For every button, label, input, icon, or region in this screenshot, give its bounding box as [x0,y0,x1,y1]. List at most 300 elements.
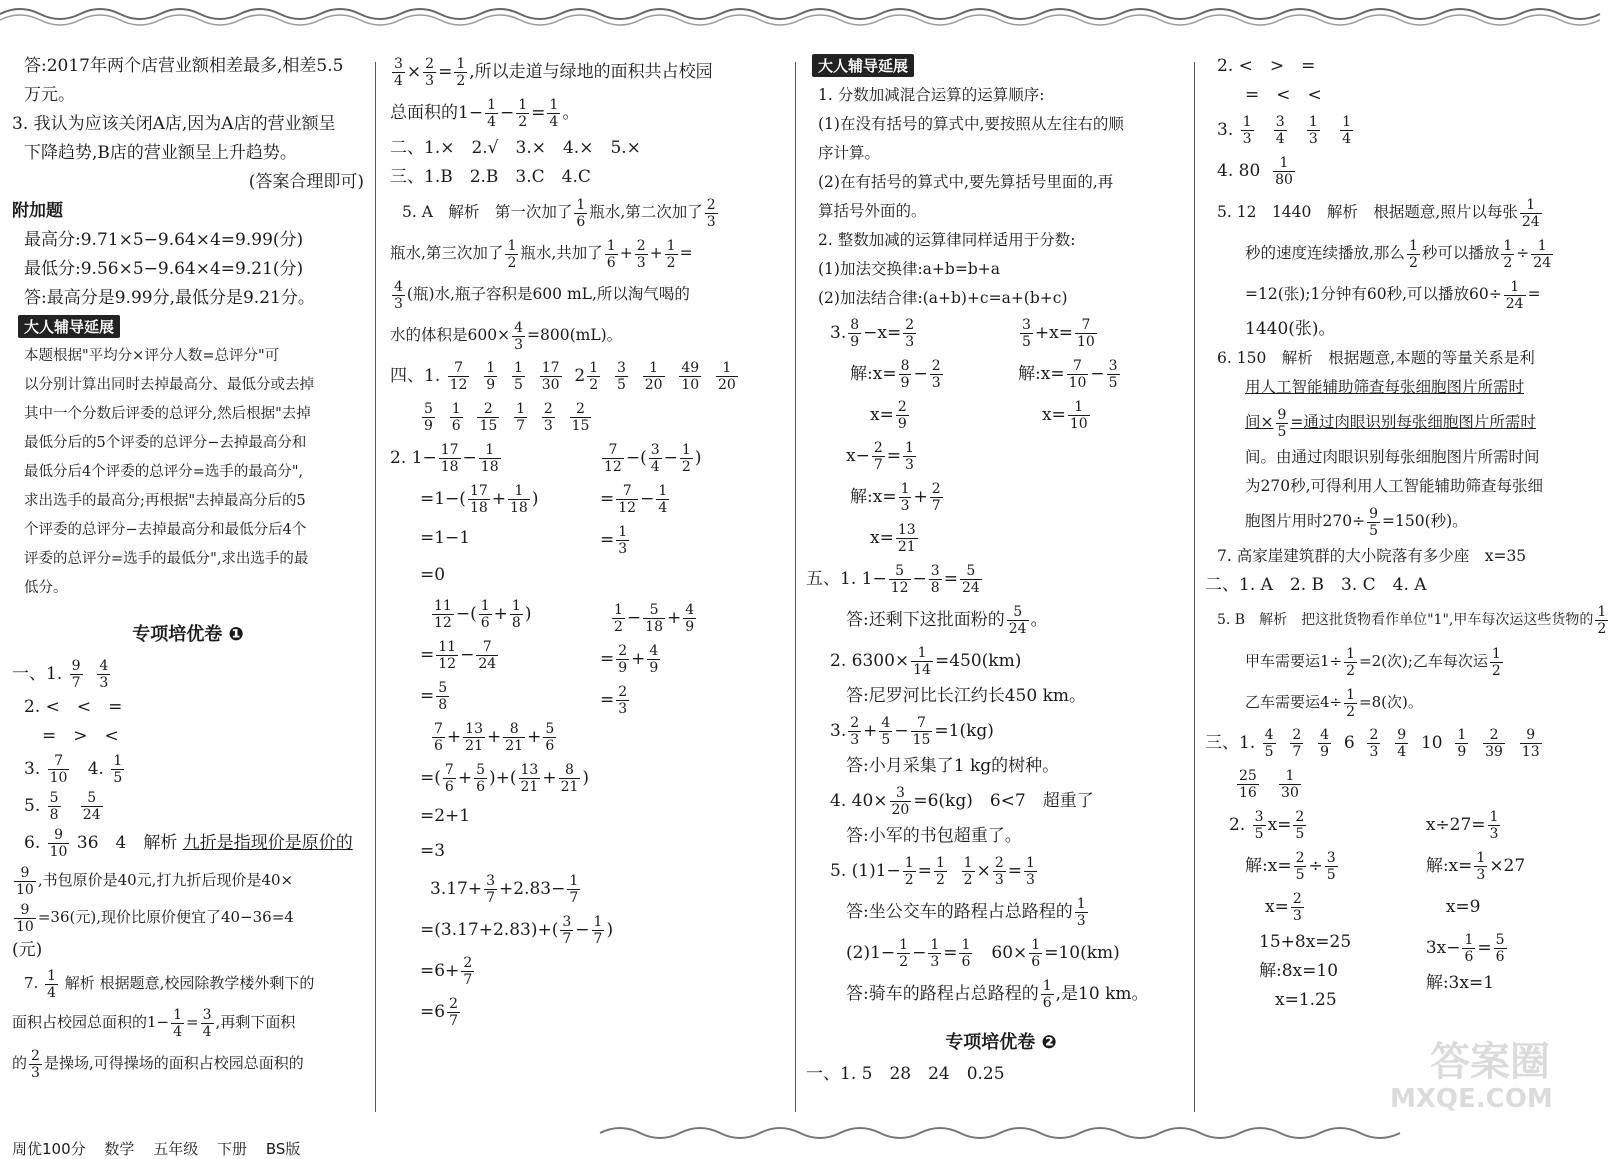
text: = [917,861,932,881]
denominator: 10 [16,881,34,898]
text: ÷ [1516,244,1530,262]
denominator: 2 [1503,254,1513,271]
fraction [848,317,861,350]
text: =6+ [420,961,460,981]
text: +2.83− [499,879,566,899]
calculation-block [390,438,785,1033]
fraction [1395,727,1408,760]
fraction [1068,399,1090,432]
footer-edition: BS版 [265,1140,301,1158]
fraction [911,645,933,678]
text: x= [870,528,894,548]
top-wave-border [0,0,1600,30]
answer-line [806,892,1196,932]
numerator: 1 [1491,645,1501,662]
numerator: 5 [889,563,911,580]
denominator: 6 [451,418,461,434]
numerator: 1 [900,481,910,497]
numerator: 3 [930,563,940,579]
text: 。 [1030,610,1048,630]
fraction [643,360,665,393]
denominator: 9 [1320,744,1330,760]
numerator: 7 [448,360,470,377]
guidance-note [806,81,1196,312]
fraction [929,563,942,596]
denominator: 6 [444,779,454,795]
text: 3x− [1425,938,1461,958]
denominator: 21 [560,779,579,795]
denominator: 21 [897,539,916,555]
numerator: 2 [1295,850,1305,866]
denominator: 18 [645,619,663,635]
text: × [976,861,991,881]
numerator: 1 [173,1006,183,1023]
answer-line [390,274,785,314]
answer-line [806,641,1196,681]
numerator: 2 [477,401,499,418]
numerator: 1 [606,237,616,254]
fraction [903,855,916,888]
item-number: 2. [1229,815,1246,835]
fraction [665,238,678,271]
fraction [928,937,941,970]
item-number: 3. [24,759,41,779]
note-line: 以分别计算出同时去掉最高分、最低分或去掉 [24,377,314,393]
text-line: 答:2017年两个店营业额相差最多,相差5.5 [24,56,344,76]
fraction [635,238,648,271]
answer-line [1205,682,1593,722]
numerator: 9 [1397,727,1407,743]
numerator: 1 [511,598,521,614]
denominator: 3 [543,418,553,434]
denominator: 24 [82,807,101,823]
text: =1(kg) [934,721,994,741]
denominator: 12 [618,500,637,516]
calc-line: =1−1 [420,528,471,548]
fraction [1520,197,1542,230]
numerator: 3 [202,1006,212,1023]
column-1 [12,52,364,1158]
note-line: (2)在有括号的算式中,要先算括号里面的,再 [818,173,1114,191]
text: ,书包原价是40元,打九折后现价是40× [37,871,294,889]
fraction [547,97,560,130]
numerator: 7 [48,753,70,770]
text: 解:x= [850,364,897,384]
fraction [1279,768,1301,801]
fraction [461,955,474,988]
text-line: 3. 我认为应该关闭A店,因为A店的营业额呈 [12,114,336,134]
denominator: 12 [449,377,468,393]
denominator: 15 [912,732,931,748]
numerator: 11 [434,598,452,614]
denominator: 2 [899,954,909,970]
answer-line [390,356,785,396]
denominator: 6 [961,954,971,970]
numerator: 1 [1308,114,1318,130]
section-heading: 附加题 [12,201,63,221]
numerator: 3 [890,785,912,802]
numerator: 7 [1075,317,1097,334]
answer-line [390,52,785,92]
fraction [447,996,460,1029]
fraction [559,762,581,795]
numerator: 1 [480,598,490,614]
answer-line [1205,402,1593,442]
calc-line: =2+1 [420,806,471,826]
denominator: 9 [685,619,695,635]
numerator: 1 [911,645,933,662]
denominator: 3 [1242,131,1252,147]
note-line: 求出选手的最高分;再根据"去掉最高分后的5 [24,493,306,509]
numerator: 4 [99,658,109,674]
fraction [81,790,103,823]
fraction [1107,358,1120,391]
answer-line [806,559,1196,599]
denominator: 18 [510,500,528,516]
text: 60× [974,943,1028,963]
note-line: (2)加法结合律:(a+b)+c=a+(b+c) [818,289,1068,307]
numerator: 5 [49,790,59,806]
answer-line: 面积占校园总面积的1− $\frac{1}{4}$ = $\frac{3}{4}$ ,再剩下面积 [12,1006,296,1040]
numerator: 4 [685,602,695,618]
denominator: 21 [520,779,539,795]
denominator: 3 [618,701,628,717]
denominator: 6 [1464,949,1474,965]
fraction [448,360,470,393]
note-line: 其中一个分数后评委的总评分,然后根据"去掉 [24,406,311,422]
answer-line: = < < [1245,85,1322,105]
calc-left [390,438,614,1033]
numerator: 1 [1457,727,1467,743]
denominator: 7 [562,931,572,947]
denominator: 2 [1346,662,1356,679]
denominator: 20 [891,802,910,818]
fraction [512,360,525,393]
column-3 [806,52,1196,1118]
text: x= [1267,815,1292,835]
numerator: 3 [1326,850,1336,866]
text: = [600,690,615,710]
numerator: 7 [434,721,443,737]
text-line: (答案合理即可) [248,172,364,192]
item-number: 4. [87,759,104,779]
underlined-text: 用人工智能辅助筛查每张细胞图片所需时 [1245,378,1525,396]
denominator: 3 [1026,872,1035,888]
denominator: 7 [463,972,473,988]
equation-left [1205,805,1416,1015]
fraction [543,721,556,754]
denominator: 3 [99,675,109,691]
denominator: 2 [1491,662,1501,679]
footer-subject: 数学 [104,1140,135,1158]
denominator: 2 [1346,703,1356,720]
text: x= [1265,897,1289,917]
fraction [616,483,638,516]
text: 5. (1)1− [830,861,901,881]
eq-line [1426,928,1593,968]
denominator: 10 [1077,334,1095,350]
numerator: 2 [905,317,915,333]
numerator: 1 [1076,896,1086,912]
numerator: 1 [930,937,940,953]
note-line: (1)加法交换律:a+b=b+a [818,260,1000,278]
calc-line: =( $\frac{7}{6}$ + $\frac{5}{6}$ )+( $\frac{13}{21}$ + $\frac{8}{21}$ ) [420,762,590,795]
numerator: 4 [881,715,891,731]
fraction [612,602,625,635]
fraction [1483,727,1505,760]
text: 解:x= [1018,364,1065,384]
numerator: 2 [618,684,628,700]
denominator: 3 [900,498,910,514]
calc-line [390,676,590,716]
text: 是操场,可得操场的面积占校园总面积的 [43,1054,304,1072]
answer-line: 三、1.B 2.B 3.C 4.C [390,167,591,187]
denominator: 24 [961,580,980,596]
fraction [567,873,580,906]
underlined-text: 间× [1245,413,1274,431]
whole-number: 2 [574,366,586,386]
fraction [1318,727,1331,760]
answer-line: 一、1. 5 28 24 0.25 [806,1064,1005,1084]
numerator: 7 [602,442,624,459]
denominator: 3 [905,334,915,350]
item-number: 三、1. [1205,733,1256,753]
denominator: 3 [930,954,940,970]
text: 3.17+ [430,879,483,899]
fraction [171,1007,184,1040]
fraction [1455,727,1468,760]
numerator: 1 [1042,978,1052,994]
denominator: 5 [514,377,523,393]
answer-line [1205,233,1593,273]
numerator: 7 [444,762,454,778]
text: − [894,721,909,741]
text-line: 下降趋势,B店的营业额呈上升趋势。 [24,143,297,163]
numerator: 1 [1026,855,1035,871]
denominator: 13 [1521,744,1540,760]
fraction [705,197,718,230]
denominator: 14 [913,662,931,678]
denominator: 39 [1485,744,1503,760]
numerator: 2 [463,955,473,971]
text: =1−( [420,489,466,509]
denominator: 6 [545,738,555,754]
denominator: 18 [440,459,459,475]
denominator: 9 [486,377,496,393]
denominator: 24 [1533,254,1552,271]
denominator: 9 [1457,744,1467,760]
fraction [930,358,943,391]
text: = [943,943,958,963]
fraction [443,762,456,795]
fraction [960,563,982,596]
denominator: 10 [1069,416,1088,432]
numerator: 7 [1067,358,1089,375]
footer-grade: 五年级 [153,1140,199,1158]
note-line: 2. 整数加减的运算律同样适用于分数: [818,231,1076,249]
numerator: 1 [658,483,668,499]
fraction [479,598,492,631]
denominator: 9 [618,660,628,676]
calc-line: =1−( $\frac{17}{18}$ + $\frac{1}{18}$ ) [420,483,539,516]
text: 5. A 解析 第一次加了 [402,203,573,221]
fraction [903,317,916,350]
fraction [1293,809,1306,842]
fraction [656,483,669,516]
denominator: 24 [478,656,497,672]
answer-line: 瓶水,第三次加了 $\frac{1}{2}$ 瓶水,共加了 $\frac{1}{6}$ + $\frac{2}{3}$ + $\frac{1}{2}$ = [390,237,693,271]
numerator: 1 [1346,686,1356,703]
text: −x= [863,323,902,343]
denominator: 8 [49,807,59,823]
text: =2(次);乙车每次运 [1359,652,1488,670]
fraction [439,442,461,475]
denominator: 12 [434,615,452,631]
numerator: 4 [514,319,523,336]
fraction [392,56,405,89]
numerator: 1 [47,967,57,984]
denominator: 6 [1042,995,1052,1011]
fraction [1595,604,1608,637]
fraction [432,598,454,631]
guidance-tag: 大人辅导延展 [18,315,120,338]
numerator: 2 [850,715,860,731]
whole-number: 10 [1420,733,1443,753]
text: 5. B 解析 把这批货物看作单位"1",甲车每次运这些货物的 [1217,612,1594,628]
denominator: 8 [438,697,448,713]
text: 36 4 解析 [76,833,178,853]
answer-line [1205,723,1593,763]
answer-line: =12(张);1分钟有60秒,可以播放60÷ $\frac{1}{24}$ = [1245,278,1541,312]
numerator: 5 [643,602,665,619]
item-number: 2. [390,448,407,468]
numerator: 1 [487,97,496,113]
text: =800(mL)。 [527,326,623,344]
text: 乙车需要运4÷ [1245,693,1343,711]
fraction [510,598,523,631]
numerator: 1 [935,855,945,871]
calc-line [390,951,590,991]
fraction [516,97,529,130]
fraction [616,684,629,717]
denominator: 3 [31,1064,40,1081]
text: =450(km) [934,651,1022,671]
column-divider-1 [375,62,376,1112]
text: 的 [12,1054,28,1072]
denominator: 3 [425,73,435,89]
guidance-tag: 大人辅导延展 [812,54,914,77]
fraction [29,1048,42,1081]
denominator: 3 [514,336,523,353]
denominator: 4 [202,1023,212,1040]
item-number: 3. [830,721,847,741]
fraction [959,937,972,970]
page-footer [12,1138,314,1159]
eq-line: 解:x= $\frac{1}{3}$ + $\frac{2}{7}$ [850,481,941,514]
fraction [1263,727,1276,760]
fraction [48,790,61,823]
text: 解:x= [1245,856,1292,876]
answer-line [12,788,364,824]
fraction [463,721,485,754]
answer-line: (元) [12,940,43,960]
denominator: 7 [593,931,603,947]
denominator: 3 [931,375,941,391]
fraction [683,602,696,635]
numerator: 1 [1489,809,1499,825]
text: 总面积的1− [390,103,484,123]
fraction [392,279,405,312]
watermark-url: MXQE.COM [1390,1084,1553,1114]
answer-line [390,315,785,355]
item-number: 5. [24,796,41,816]
fraction [1367,506,1380,539]
denominator: 21 [505,738,524,754]
text: 1− [411,448,437,468]
fraction [911,715,933,748]
denominator: 5 [616,377,626,393]
watermark-text: 答案圈 [1430,1039,1550,1085]
fraction [930,481,943,514]
calc-line [600,561,785,597]
answer-line: 答:小月采集了1 kg的树种。 [846,756,1060,776]
denominator: 15 [479,418,498,434]
numerator: 1 [1531,238,1553,255]
watermark-logo [1390,1030,1590,1120]
eq-line: 解:x= $\frac{8}{9}$ − $\frac{2}{3}$ [850,358,941,391]
denominator: 7 [449,1013,458,1029]
denominator: 8 [511,615,521,631]
equation-right [1416,805,1593,1015]
numerator: 1 [549,97,559,113]
fraction [1474,850,1487,883]
numerator: 9 [1277,406,1287,423]
answer-line: 答:小军的书包超重了。 [846,826,1022,846]
denominator: 18 [469,500,488,516]
numerator: 1 [1342,114,1351,130]
denominator: 80 [1275,172,1293,188]
calc-line: 2. 1− $\frac{17}{18}$ − $\frac{1}{18}$ [390,442,499,475]
numerator: 8 [900,358,910,374]
fraction [70,658,83,691]
answer-line [806,600,1196,640]
fraction [476,639,498,672]
denominator: 9 [424,418,433,434]
numerator: 1 [518,97,528,113]
denominator: 5 [113,770,123,786]
numerator: 1 [1597,603,1607,620]
numerator: 1 [716,360,738,377]
text: − [640,489,655,509]
fraction [422,401,435,434]
fraction [1344,646,1357,679]
fraction [484,360,497,393]
numerator: 9 [1369,505,1378,522]
fraction [1029,937,1042,970]
text: 胞图片用时270÷ [1245,512,1366,530]
denominator: 2 [904,872,914,888]
denominator: 6 [1495,949,1505,965]
denominator: 2 [518,114,528,130]
text: = [1007,861,1023,881]
equation-left [806,313,1008,559]
fraction [111,753,124,786]
fraction [903,440,916,473]
denominator: 9 [649,660,659,676]
denominator: 6 [606,254,616,271]
denominator: 4 [1342,131,1351,147]
item-number: 6. [24,833,41,853]
